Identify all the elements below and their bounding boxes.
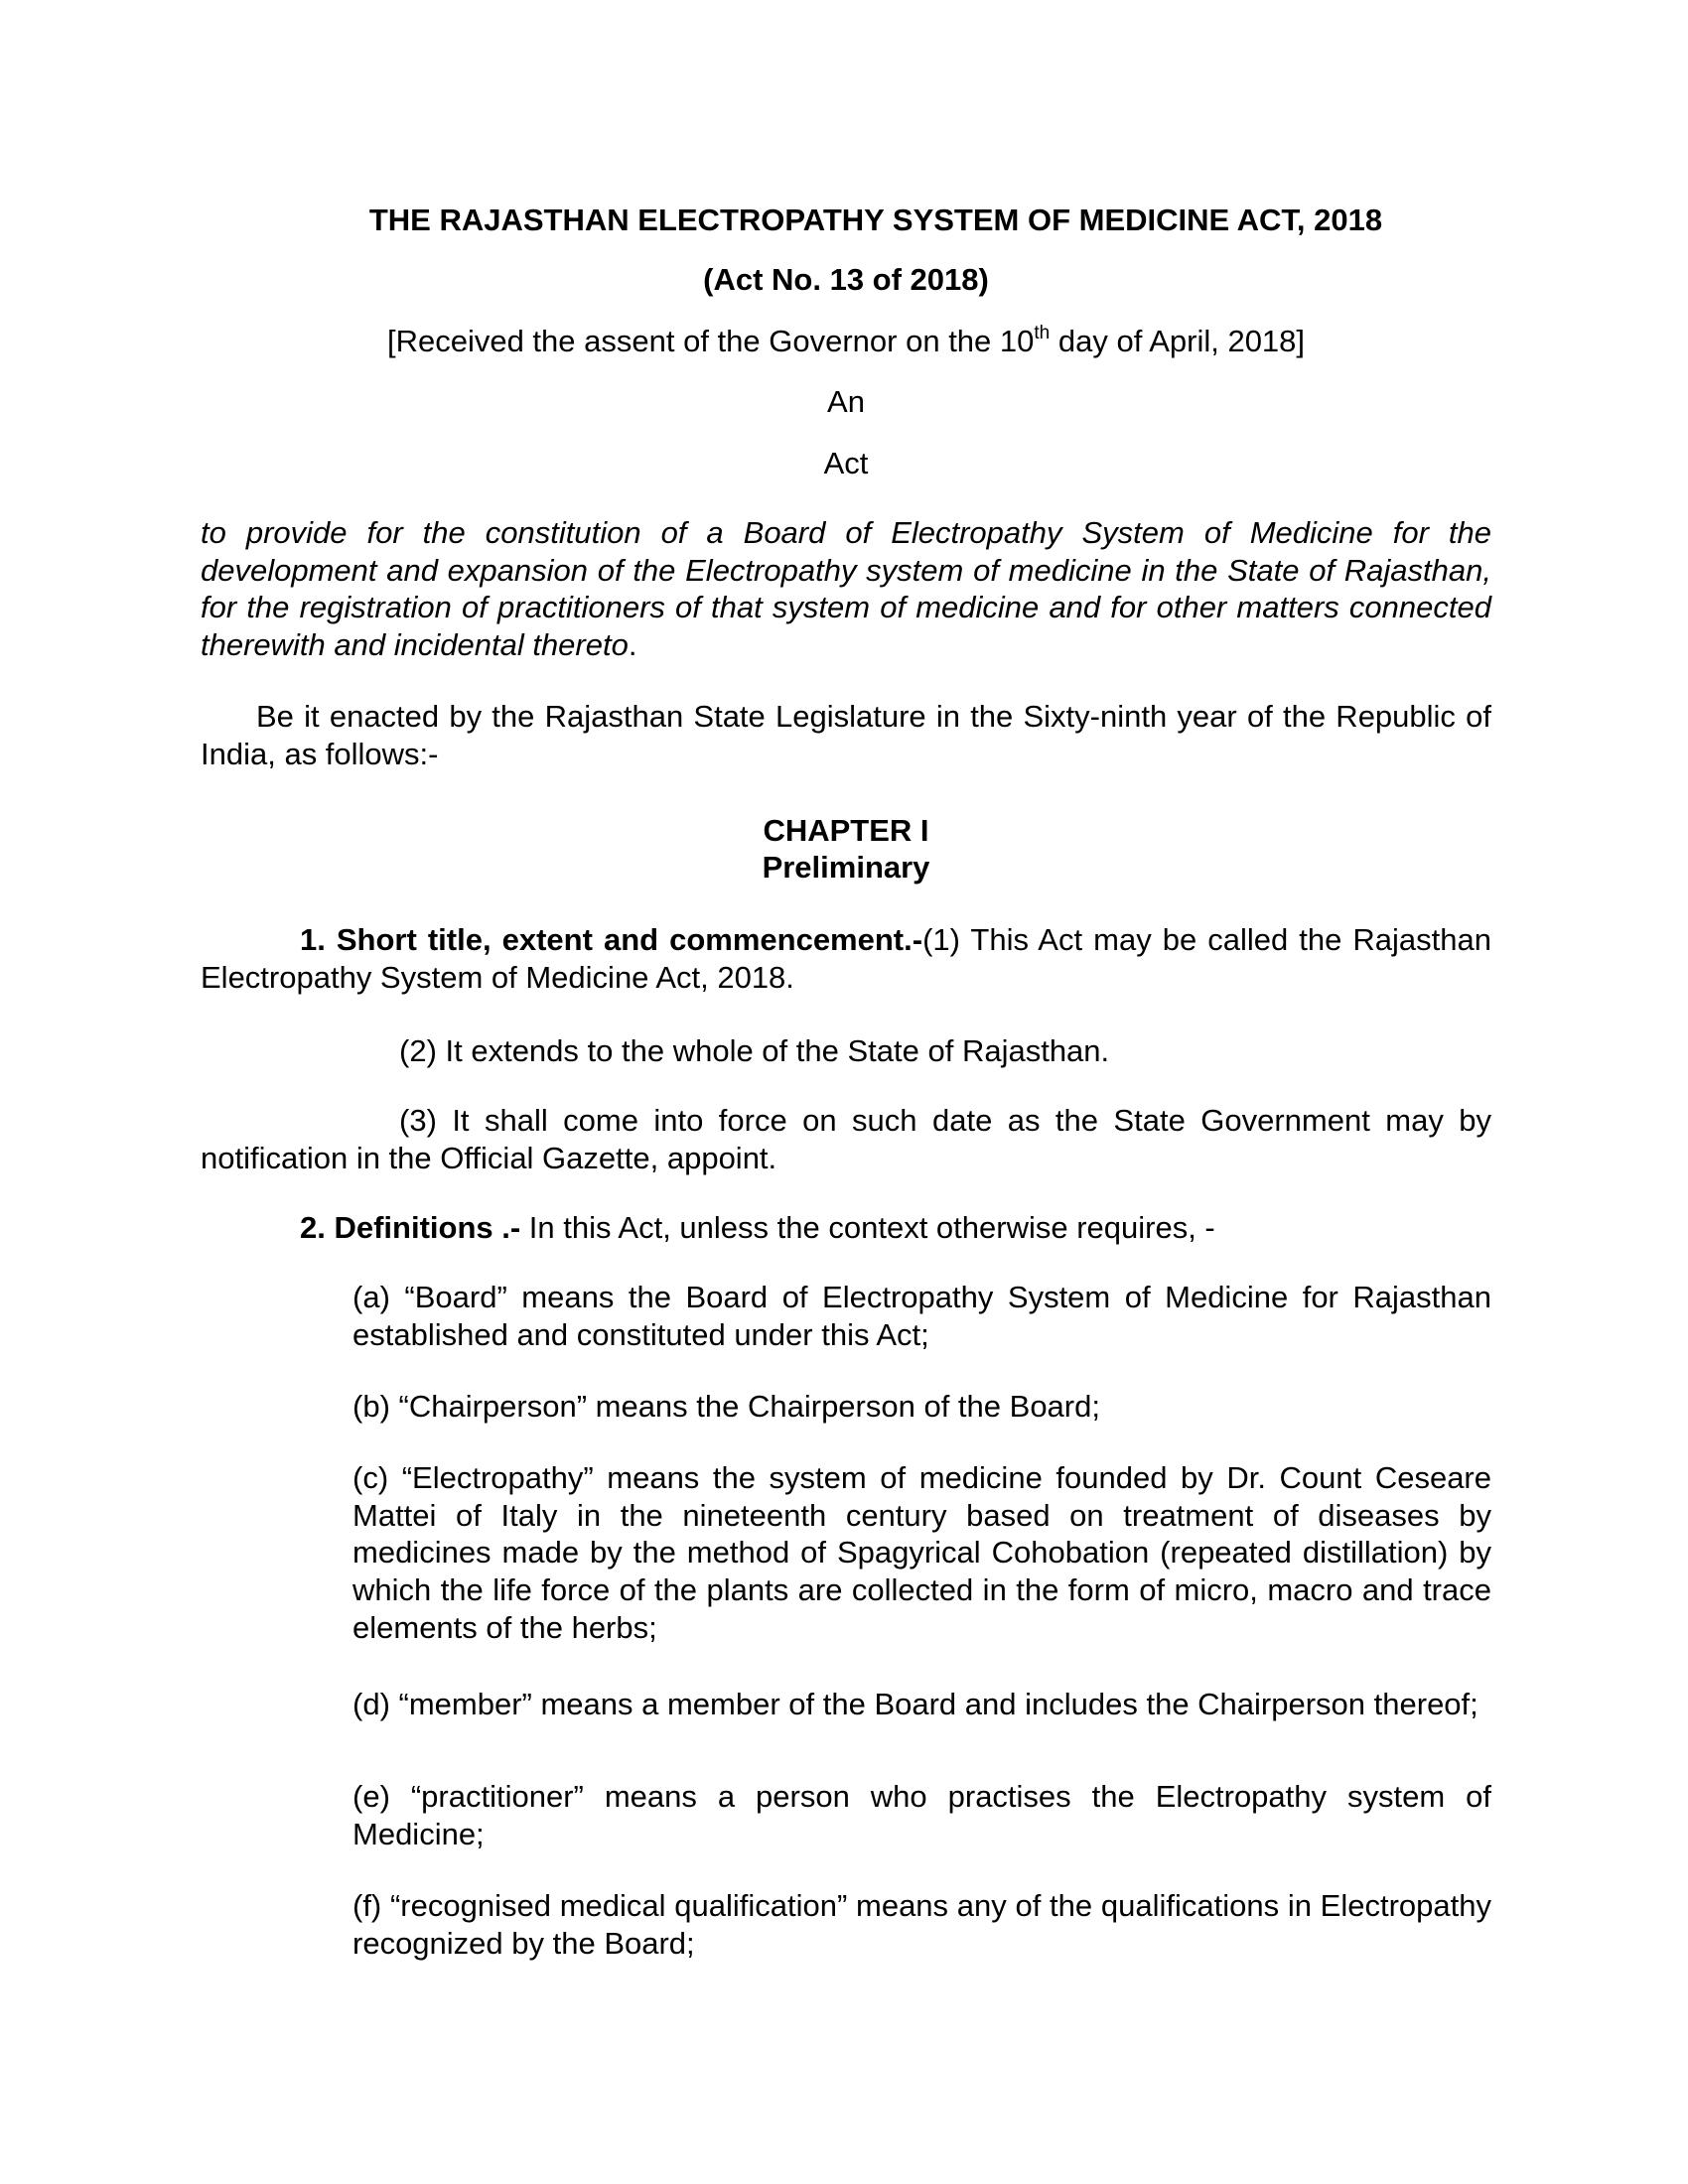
long-title-preamble <box>201 514 1491 664</box>
an-label: An <box>827 384 865 419</box>
section-1-sub-3: (3) It shall come into force on such date as the State Government may by notification in the Official Gazette, appoint. <box>201 1103 1491 1175</box>
preamble-period: . <box>628 627 637 663</box>
act-number: (Act No. 13 of 2018) <box>703 262 989 297</box>
assent-prefix: [Received the assent of the Governor on the 10 <box>386 324 1035 358</box>
definition-b: (b) “Chairperson” means the Chairperson of the Board; <box>352 1389 1100 1424</box>
act-label: Act <box>823 446 869 480</box>
definition-a: (a) “Board” means the Board of Electropathy System of Medicine for Rajasthan established and constituted under this Act; <box>352 1280 1491 1352</box>
definition-e: (e) “practitioner” means a person who practises the Electropathy system of Medicine; <box>352 1779 1491 1851</box>
section-1-sub-1: (1) This Act may be called the Rajasthan Electropathy System of Medicine Act, 2018. <box>201 922 1491 995</box>
act-title: THE RAJASTHAN ELECTROPATHY SYSTEM OF MEDICINE ACT, 2018 <box>368 203 1383 237</box>
section-1-heading: 1. Short title, extent and commencement.- <box>300 922 923 957</box>
chapter-name: Preliminary <box>762 850 930 885</box>
section-2 <box>201 1209 1491 1247</box>
section-2-intro: In this Act, unless the context otherwise requires, - <box>520 1210 1215 1245</box>
section-2-heading: 2. Definitions .- <box>300 1210 521 1245</box>
section-1-sub-2: (2) It extends to the whole of the State of Rajasthan. <box>399 1033 1110 1068</box>
chapter-heading <box>201 812 1491 886</box>
assent-suffix: day of April, 2018] <box>1050 324 1306 358</box>
assent-superscript: th <box>1034 323 1051 343</box>
definition-f: (f) “recognised medical qualification” means any of the qualifications in Electropathy recognized by the Board; <box>352 1888 1491 1961</box>
definition-c: (c) “Electropathy” means the system of medicine founded by Dr. Count Ceseare Mattei of Italy in the nineteenth century based on treatment of diseases by medicines made by the method of Spagyrical Cohobation (repeated distillation) by which the life force of the plants are collected in the form of micro, macro and trace elements of the herbs; <box>352 1460 1491 1645</box>
definition-d: (d) “member” means a member of the Board and includes the Chairperson thereof; <box>352 1687 1478 1721</box>
chapter-number: CHAPTER I <box>763 813 929 848</box>
section-1 <box>201 921 1491 996</box>
enacting-clause: Be it enacted by the Rajasthan State Legislature in the Sixty-ninth year of the Republic of India, as follows:- <box>201 699 1491 771</box>
preamble-text: to provide for the constitution of a Board of Electropathy System of Medicine for the development and expansion of the Electropathy system of medicine in the State of Rajasthan, for the registration of practitioners of that system of medicine and for other matters connected therewith and incidental thereto <box>201 515 1491 663</box>
assent-line <box>201 323 1491 360</box>
